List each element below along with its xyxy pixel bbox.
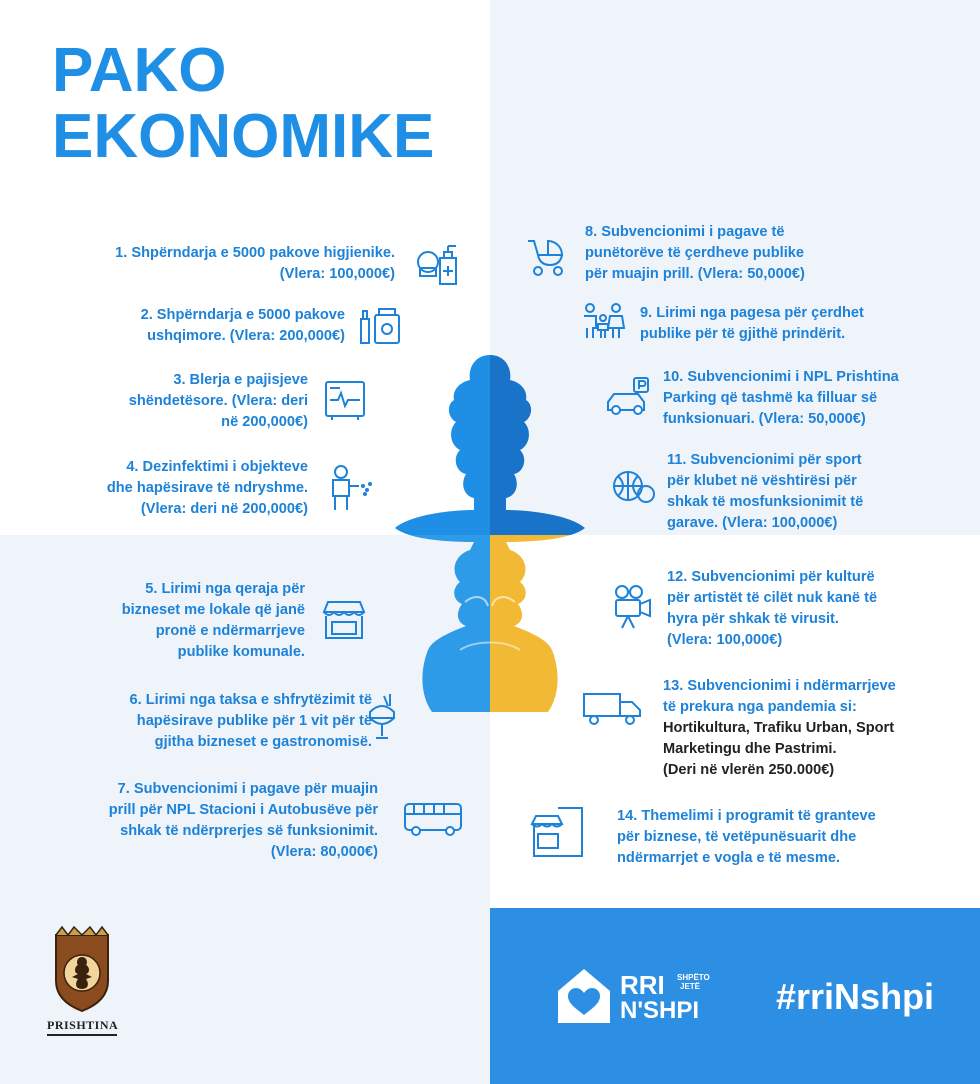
item-14	[617, 806, 876, 869]
item-10-line: 10. Subvencionimi i NPL Prishtina	[663, 369, 899, 385]
family-icon	[580, 300, 626, 340]
item-12-line: për artistët të cilët nuk kanë të	[667, 590, 878, 606]
item-10-line: funksionuari. (Vlera: 50,000€)	[663, 411, 866, 427]
shop-building-icon	[528, 806, 584, 858]
hygiene-kit-icon	[412, 238, 464, 290]
campaign-hashtag: #rriNshpi	[776, 976, 935, 1017]
item-4-line: (Vlera: deri në 200,000€)	[140, 501, 308, 517]
crest-underline	[47, 1034, 117, 1036]
disinfection-sprayer-icon	[325, 462, 377, 514]
crest-label: PRISHTINA	[47, 1018, 119, 1032]
item-13-line: të prekura nga pandemia si:	[663, 699, 857, 715]
campaign-tag-top: SHPËTO	[677, 973, 710, 982]
ice-cream-icon	[366, 692, 398, 742]
item-9	[640, 303, 864, 345]
house-heart-icon	[554, 965, 614, 1027]
item-13	[663, 676, 896, 781]
item-7	[109, 779, 378, 863]
food-package-icon	[355, 305, 403, 347]
item-5	[122, 579, 305, 663]
shop-storefront-icon	[320, 598, 368, 642]
item-1-line: (Vlera: 100,000€)	[279, 266, 395, 282]
item-11	[667, 450, 863, 534]
item-7-line: (Vlera: 80,000€)	[270, 844, 378, 860]
item-13-line: (Deri në vlerën 250.000€)	[663, 762, 835, 778]
item-8-line: punëtorëve të çerdheve publike	[585, 245, 804, 261]
sports-ball-icon	[608, 464, 658, 508]
item-6	[130, 690, 373, 753]
campaign-rri: RRI	[620, 970, 665, 1000]
item-14-line: 14. Themelimi i programit të granteve	[617, 808, 876, 824]
item-8-line: 8. Subvencionimi i pagave të	[585, 224, 785, 240]
item-14-line: ndërmarrjet e vogla e të mesme.	[617, 850, 841, 866]
item-10-line: Parking që tashmë ka filluar së	[663, 390, 878, 406]
item-2-line: ushqimore. (Vlera: 200,000€)	[147, 328, 345, 344]
item-2-line: 2. Shpërndarja e 5000 pakove	[140, 307, 345, 323]
item-7-line: 7. Subvencionimi i pagave për muajin	[117, 781, 378, 797]
item-4-line: dhe hapësirave të ndryshme.	[106, 480, 308, 496]
item-3-line: në 200,000€)	[221, 414, 308, 430]
statue-figure-icon	[390, 350, 590, 720]
bus-icon	[402, 800, 464, 838]
item-11-line: 11. Subvencionimi për sport	[667, 452, 862, 468]
campaign-nshpi: N'SHPI	[620, 997, 700, 1024]
item-5-line: publike komunale.	[177, 644, 305, 660]
parking-car-icon	[604, 376, 654, 418]
page-title	[52, 38, 434, 170]
item-12-line: 12. Subvencionimi për kulturë	[667, 569, 875, 585]
item-5-line: 5. Lirimi nga qeraja për	[145, 581, 305, 597]
prishtina-crest-icon	[50, 925, 114, 1015]
item-6-line: gjitha bizneset e gastronomisë.	[154, 734, 372, 750]
item-11-line: për klubet në vështirësi për	[667, 473, 857, 489]
item-6-line: 6. Lirimi nga taksa e shfrytëzimit të	[129, 692, 372, 708]
item-1	[115, 243, 395, 285]
item-4	[107, 457, 308, 520]
item-10	[663, 367, 899, 430]
title-line-1: PAKO	[52, 36, 227, 105]
item-7-line: shkak të ndërprerjes së funksionimit.	[120, 823, 378, 839]
item-3-line: 3. Blerja e pajisjeve	[173, 372, 308, 388]
item-13-line: 13. Subvencionimi i ndërmarrjeve	[663, 678, 896, 694]
item-12-line: hyra për shkak të virusit.	[667, 611, 839, 627]
item-1-line: 1. Shpërndarja e 5000 pakove higjienike.	[115, 245, 395, 261]
item-7-line: prill për NPL Stacioni i Autobusëve për	[108, 802, 378, 818]
delivery-truck-icon	[582, 690, 642, 726]
item-2	[141, 305, 345, 347]
item-9-line: 9. Lirimi nga pagesa për çerdhet	[640, 305, 864, 321]
baby-stroller-icon	[522, 233, 568, 279]
item-11-line: garave. (Vlera: 100,000€)	[667, 515, 838, 531]
item-12-line: (Vlera: 100,000€)	[667, 632, 783, 648]
item-13-line: Hortikultura, Trafiku Urban, Sport	[663, 720, 895, 736]
item-11-line: shkak të mosfunksionimit të	[667, 494, 864, 510]
item-5-line: bizneset me lokale që janë	[121, 602, 305, 618]
item-6-line: hapësirave publike për 1 vit për të	[136, 713, 372, 729]
item-3	[129, 370, 308, 433]
item-5-line: pronë e ndërmarrjeve	[155, 623, 305, 639]
item-4-line: 4. Dezinfektimi i objekteve	[126, 459, 308, 475]
item-3-line: shëndetësore. (Vlera: deri	[128, 393, 308, 409]
film-camera-icon	[610, 584, 656, 630]
item-8	[585, 222, 805, 285]
campaign-tag-bottom: JETË	[680, 982, 701, 991]
item-8-line: për muajin prill. (Vlera: 50,000€)	[585, 266, 805, 282]
item-9-line: publike për të gjithë prindërit.	[640, 326, 846, 342]
item-13-line: Marketingu dhe Pastrimi.	[663, 741, 837, 757]
medical-monitor-icon	[322, 378, 368, 424]
title-line-2: EKONOMIKE	[52, 102, 435, 171]
item-14-line: për biznese, të vetëpunësuarit dhe	[617, 829, 857, 845]
item-12	[667, 567, 877, 651]
